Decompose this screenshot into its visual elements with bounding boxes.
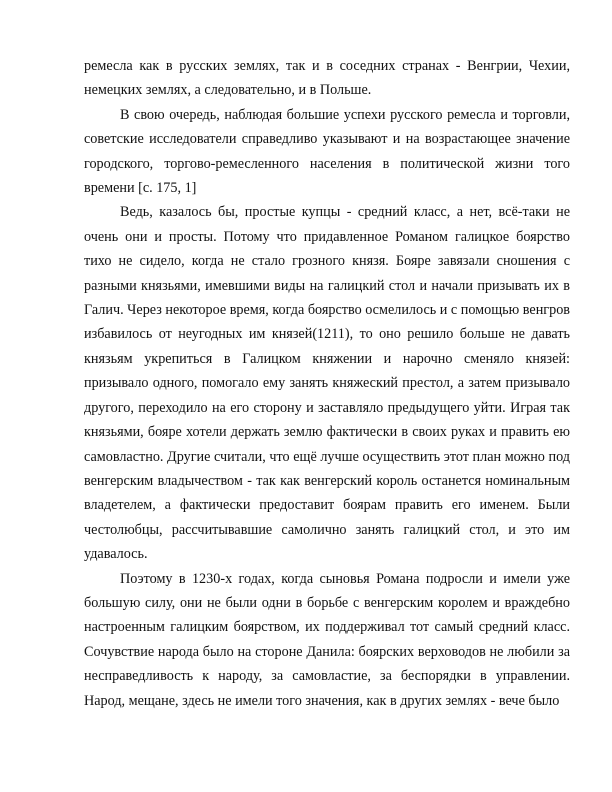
body-text — [84, 54, 570, 713]
paragraph-1230s: Поэтому в 1230-х годах, когда сыновья Романа подросли и имели уже большую силу, они не были одни в борьбе с венгерским королем и враждебно настроенным галицким боярством, их поддерживал тот самый средний класс. Сочувствие народа было на стороне Данила: боярских верховодов не любили за несправедливость к народу, за самовластие, за беспорядки в управлении. Народ, мещане, здесь не имели того значения, как в других землях - вече было — [84, 570, 570, 709]
paragraph-continuation: ремесла как в русских землях, так и в соседних странах - Венгрии, Чехии, немецких землях, а следовательно, и в Польше. — [84, 58, 570, 99]
paragraph-research-note: В свою очередь, наблюдая большие успехи русского ремесла и торговли, советские исследователи справедливо указывают и на возрастающее значение городского, торгово-ремесленного населения в политической жизни того времени [с. 175, 1] — [84, 106, 570, 197]
paragraph-boyars: Ведь, казалось бы, простые купцы - средний класс, а нет, всё-таки не очень они и просты. Потому что придавленное Романом галицкое боярство тихо не сидело, когда не стало грозного князя. Бояре завязали сношения с разными князьями, имевшими виды на галицкий стол и начали призывать их в Галич. Через некоторое время, когда боярство осмелилось и с помощью венгров избавилось от неугодных им князей(1211), то оно решило больше не давать князьям укрепиться в Галицком княжении и нарочно сменяло князей: призывало одного, помогало ему занять княжеский престол, а затем призывало другого, переходило на его сторону и заставляло предыдущего уйти. Играя так князьями, бояре хотели держать землю фактически в своих руках и править ею самовластно. Другие считали, что ещё лучше осуществить этот план можно под венгерским владычеством - так как венгерский король останется номинальным владетелем, а фактически предоставит боярам править его именем. Были честолюбцы, рассчитывавшие самолично занять галицкий стол, и это им удавалось. — [84, 204, 570, 563]
